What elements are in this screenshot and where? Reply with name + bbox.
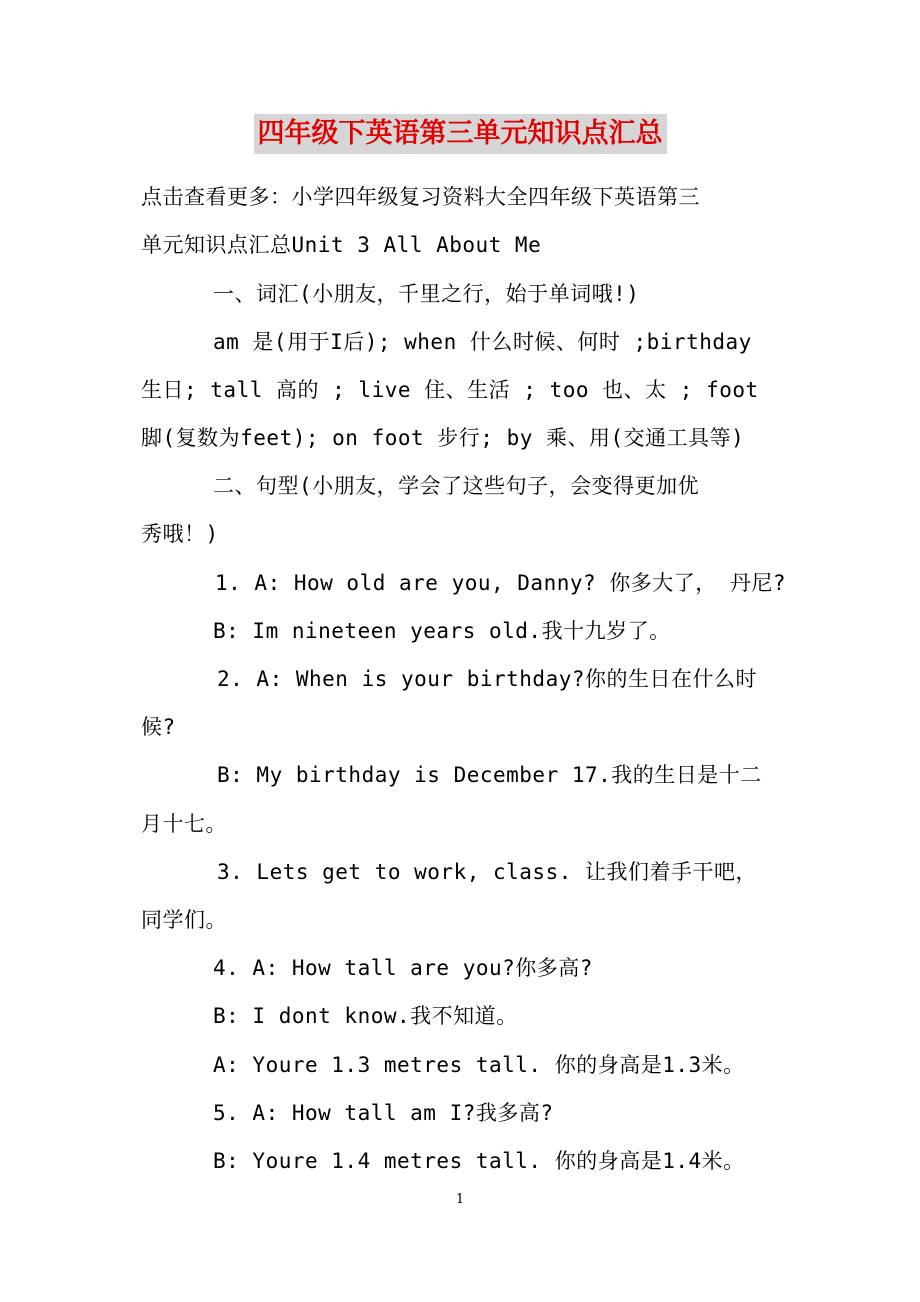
text-line: B: Im nineteen years old.我十九岁了。 — [213, 619, 671, 643]
text-line: 脚(复数为feet); on foot 步行; by 乘、用(交通工具等) — [141, 426, 745, 450]
text-line: 生日; tall 高的 ; live 住、生活 ; too 也、太 ; foot — [141, 378, 759, 402]
text-line: 点击查看更多：小学四年级复习资料大全四年级下英语第三 — [141, 185, 700, 209]
text-line: B: My birthday is December 17.我的生日是十二 — [217, 763, 762, 787]
text-line: 月十七。 — [141, 812, 227, 836]
text-line: 单元知识点汇总Unit 3 All About Me — [141, 233, 542, 257]
text-line: 二、句型(小朋友，学会了这些句子，会变得更加优 — [213, 474, 700, 498]
text-line: 2. A: When is your birthday?你的生日在什么时 — [217, 667, 758, 691]
text-line: 一、词汇(小朋友，千里之行，始于单词哦!) — [213, 282, 640, 306]
text-line: 候? — [141, 715, 176, 739]
text-line: 秀哦！) — [141, 522, 219, 546]
text-line: B: Youre 1.4 metres tall. 你的身高是1.4米。 — [213, 1149, 745, 1173]
text-line: 1. A: How old are you, Danny? 你多大了， 丹尼? — [215, 571, 787, 595]
text-line: 4. A: How tall are you?你多高? — [213, 956, 593, 980]
text-line: 3. Lets get to work, class. 让我们着手干吧， — [217, 860, 758, 884]
document-title: 四年级下英语第三单元知识点汇总 — [254, 114, 667, 154]
document-title-wrapper — [0, 114, 920, 154]
text-line: 5. A: How tall am I?我多高? — [213, 1101, 554, 1125]
text-line: B: I dont know.我不知道。 — [213, 1004, 518, 1028]
text-line: A: Youre 1.3 metres tall. 你的身高是1.3米。 — [213, 1053, 745, 1077]
page-number: 1 — [455, 1192, 465, 1207]
text-line: 同学们。 — [141, 908, 227, 932]
text-line: am 是(用于I后); when 什么时候、何时 ;birthday — [213, 330, 752, 354]
